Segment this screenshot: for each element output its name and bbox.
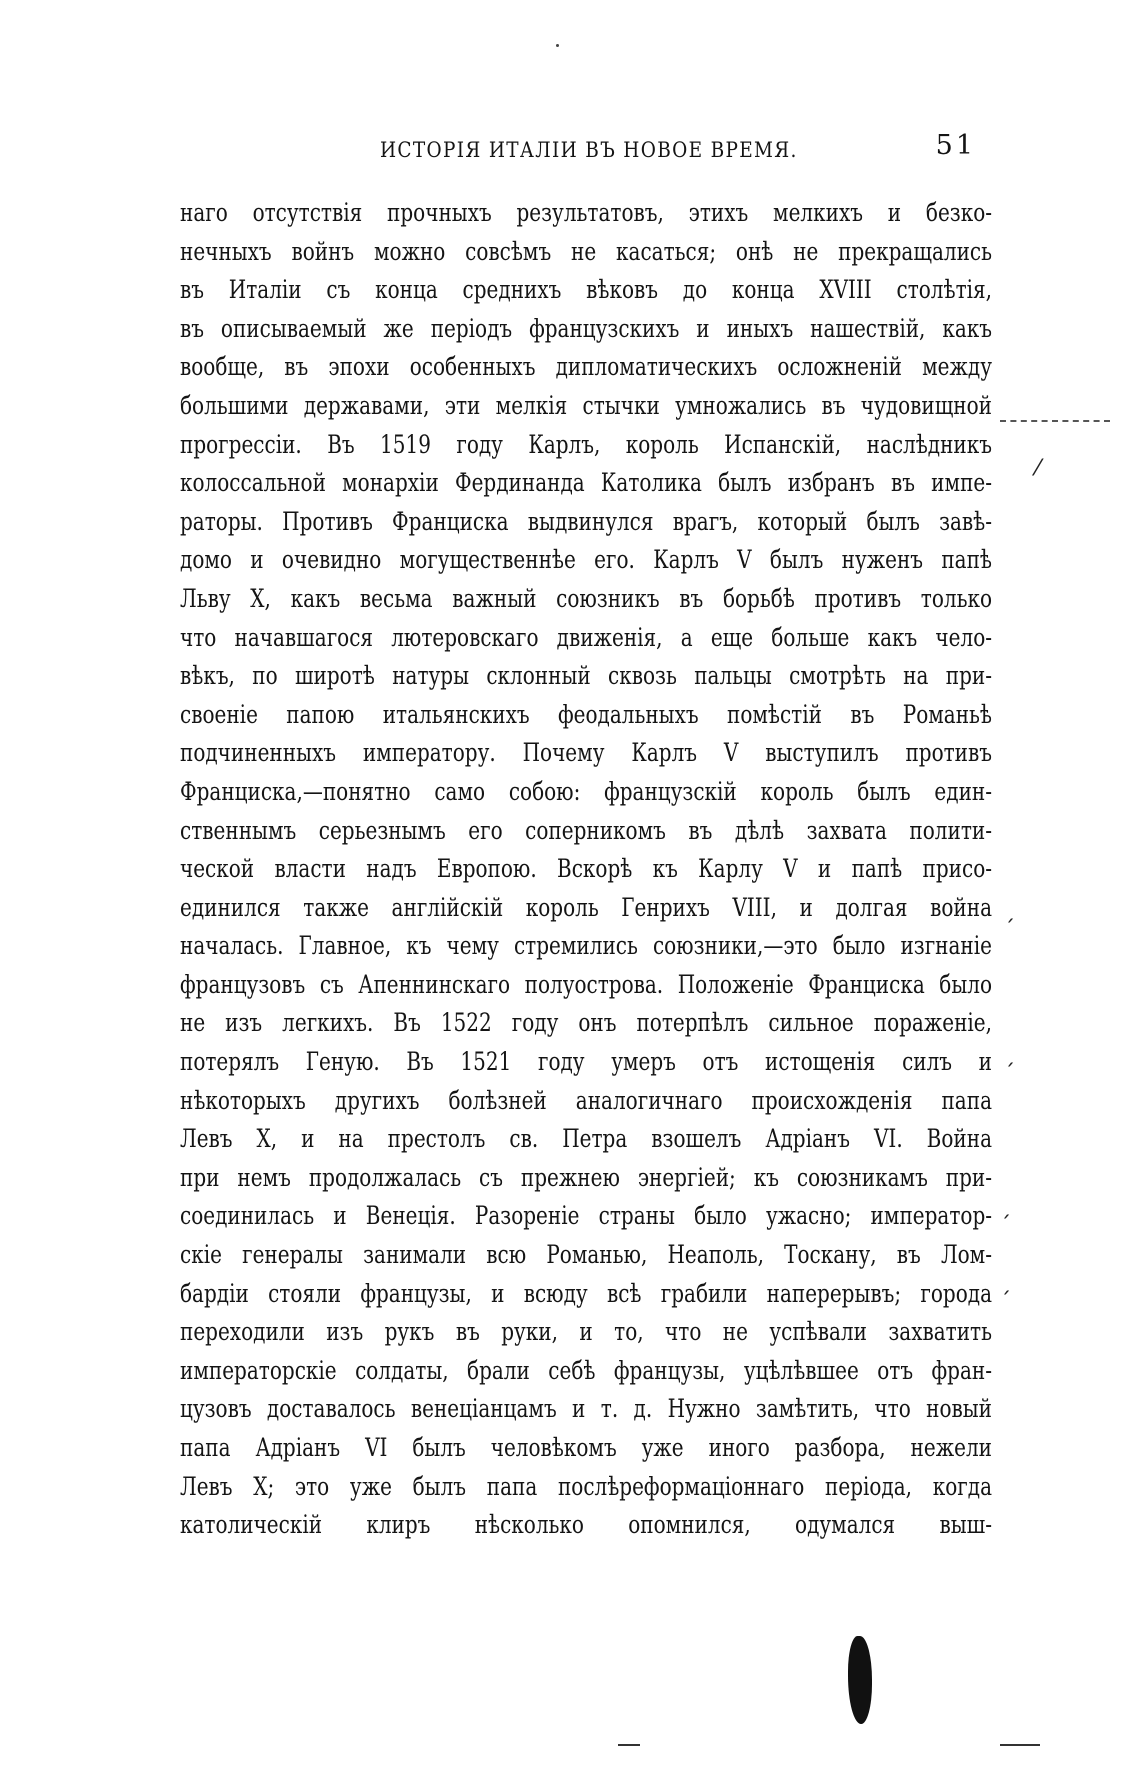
text-line: домо и очевидно могущественнѣе его. Карлъ V былъ нуженъ папѣ <box>180 545 992 575</box>
margin-tick-mark: ˏ <box>1004 898 1015 923</box>
bottom-rule-mark <box>618 1744 640 1746</box>
text-line: въ описываемый же періодъ французскихъ и иныхъ нашествій, какъ <box>180 313 992 343</box>
margin-tick-mark: ˏ <box>1004 1042 1015 1067</box>
margin-tick-mark: ˏ <box>1000 1194 1011 1219</box>
text-line: прогрессіи. Въ 1519 году Карлъ, король Испанскій, наслѣдникъ <box>180 429 992 459</box>
text-line: Левъ X, и на престолъ св. Петра взошелъ Адріанъ VI. Война <box>180 1124 992 1154</box>
text-line: папа Адріанъ VI былъ человѣкомъ уже иного разбора, нежели <box>180 1433 992 1462</box>
text-line: большими державами, эти мелкія стычки умножались въ чудовищной <box>180 390 992 420</box>
text-line: единился также англійскій король Генрихъ VIII, и долгая война <box>180 892 992 922</box>
text-line: императорскіе солдаты, брали себѣ французы, уцѣлѣвшее отъ фран- <box>180 1355 992 1385</box>
text-line: Франциска,—понятно само собою: французскій король былъ един- <box>180 776 992 806</box>
running-title: ИСТОРІЯ ИТАЛІИ ВЪ НОВОЕ ВРЕМЯ. <box>380 138 798 162</box>
text-line: нечныхъ войнъ можно совсѣмъ не касаться; онѣ не прекращались <box>180 236 992 266</box>
running-head <box>180 130 980 170</box>
text-line: ственнымъ серьезнымъ его соперникомъ въ дѣлѣ захвата полити- <box>180 815 992 845</box>
text-line: что начавшагося лютеровскаго движенія, а еще больше какъ чело- <box>180 622 992 652</box>
margin-tick-mark: ˏ <box>1000 1270 1011 1295</box>
text-line: цузовъ доставалось венеціанцамъ и т. д. Нужно замѣтить, что новый <box>180 1394 992 1424</box>
text-line: началась. Главное, къ чему стремились союзники,—это было изгнаніе <box>180 931 992 961</box>
text-line: не изъ легкихъ. Въ 1522 году онъ потерпѣлъ сильное пораженіе, <box>180 1008 992 1038</box>
text-line: въ Италіи съ конца среднихъ вѣковъ до конца XVIII столѣтія, <box>180 275 992 305</box>
text-line: наго отсутствія прочныхъ результатовъ, этихъ мелкихъ и безко- <box>180 198 992 227</box>
margin-dash-mark <box>1000 420 1110 422</box>
text-line: колоссальной монархіи Фердинанда Католика былъ избранъ въ импе- <box>180 468 992 498</box>
margin-tick-mark: ⁄ <box>1036 456 1040 481</box>
text-line: соединилась и Венеція. Разореніе страны было ужасно; император- <box>180 1201 992 1231</box>
bottom-rule-mark <box>1000 1744 1040 1746</box>
text-line: скіе генералы занимали всю Романью, Неаполь, Тоскану, въ Лом- <box>180 1240 992 1270</box>
text-line: вообще, въ эпохи особенныхъ дипломатическихъ осложненій между <box>180 352 992 382</box>
text-line: потерялъ Геную. Въ 1521 году умеръ отъ истощенія силъ и <box>180 1047 992 1077</box>
text-line: католическій клиръ нѣсколько опомнился, одумался выш- <box>180 1510 992 1540</box>
text-line: подчиненныхъ императору. Почему Карлъ V выступилъ противъ <box>180 738 992 768</box>
text-line: бардіи стояли французы, и всюду всѣ грабили наперерывъ; города <box>180 1278 992 1308</box>
text-line: нѣкоторыхъ другихъ болѣзней аналогичнаго происхожденія папа <box>180 1085 992 1115</box>
text-line: ческой власти надъ Европою. Вскорѣ къ Карлу V и папѣ присо- <box>180 854 992 884</box>
text-line: своеніе папою итальянскихъ феодальныхъ помѣстій въ Романьѣ <box>180 699 992 729</box>
text-line: французовъ съ Апеннинскаго полуострова. Положеніе Франциска было <box>180 969 992 999</box>
text-line: раторы. Противъ Франциска выдвинулся врагъ, который былъ завѣ- <box>180 506 992 536</box>
text-body <box>180 194 992 1545</box>
text-line: Льву X, какъ весьма важный союзникъ въ борьбѣ противъ только <box>180 583 992 613</box>
text-line: Левъ X; это уже былъ папа послѣреформаціоннаго періода, когда <box>180 1471 992 1501</box>
text-line: вѣкъ, по широтѣ натуры склонный сквозь пальцы смотрѣть на при- <box>180 661 992 691</box>
ink-blot <box>848 1636 872 1724</box>
page-number: 51 <box>935 130 976 161</box>
text-line: при немъ продолжалась съ прежнею энергіей; къ союзникамъ при- <box>180 1162 992 1192</box>
text-line: переходили изъ рукъ въ руки, и то, что не успѣвали захватить <box>180 1317 992 1347</box>
paper-speck <box>556 44 559 47</box>
